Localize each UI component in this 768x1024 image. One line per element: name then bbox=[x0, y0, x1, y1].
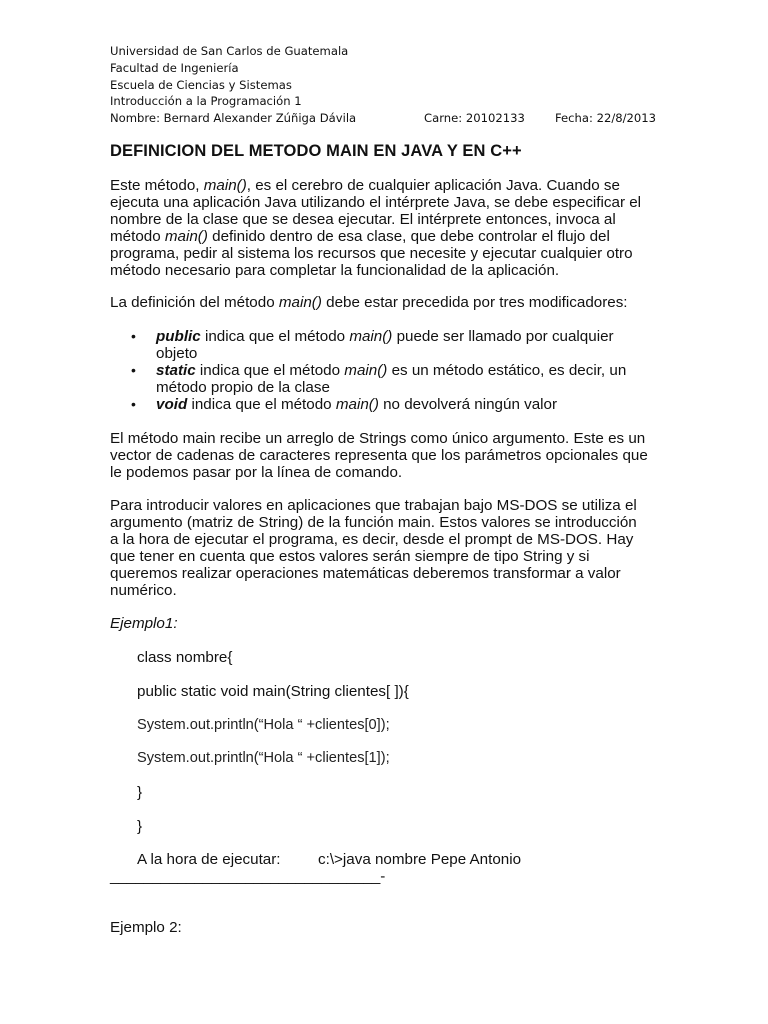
list-item-line bbox=[156, 328, 670, 345]
paragraph-line bbox=[110, 177, 670, 194]
text-run: definido dentro de esa clase, que debe controlar el flujo del bbox=[207, 228, 610, 245]
method-name: main() bbox=[164, 228, 208, 245]
paragraph-line: le podemos pasar por la línea de comando. bbox=[110, 464, 403, 481]
paragraph-line: que tener en cuenta que estos valores serán siempre de tipo String y si bbox=[110, 548, 590, 565]
code-line: } bbox=[137, 818, 143, 835]
paragraph-line: numérico. bbox=[110, 582, 177, 599]
code-line: } bbox=[137, 784, 143, 801]
list-item-line: método propio de la clase bbox=[156, 379, 330, 396]
paragraph-line: método necesario para completar la funcionalidad de la aplicación. bbox=[110, 262, 560, 279]
list-item-line: objeto bbox=[156, 345, 198, 362]
student-carne: Carne: 20102133 bbox=[424, 111, 525, 126]
school-name: Escuela de Ciencias y Sistemas bbox=[110, 77, 292, 92]
faculty-name: Facultad de Ingeniería bbox=[110, 60, 239, 75]
list-item bbox=[110, 362, 670, 396]
text-run: indica que el método bbox=[200, 328, 350, 345]
method-name: main() bbox=[344, 362, 388, 379]
document-date: Fecha: 22/8/2013 bbox=[555, 111, 657, 126]
document-header bbox=[110, 43, 670, 127]
code-line: class nombre{ bbox=[137, 649, 233, 666]
text-run: método bbox=[110, 228, 165, 245]
exec-label: A la hora de ejecutar: bbox=[137, 851, 281, 868]
bullet-icon: • bbox=[131, 396, 136, 412]
university-name: Universidad de San Carlos de Guatemala bbox=[110, 44, 349, 58]
bullet-icon: • bbox=[131, 362, 136, 378]
text-run: puede ser llamado por cualquier bbox=[392, 328, 614, 345]
paragraph-arguments bbox=[110, 430, 670, 481]
paragraph-msdos bbox=[110, 497, 670, 599]
modifier-list bbox=[110, 328, 670, 413]
text-run: debe estar precedida por tres modificadores: bbox=[321, 294, 628, 311]
paragraph-line: programa, pedir al sistema los recursos que necesite y ejecutar cualquier otro bbox=[110, 245, 633, 262]
list-item bbox=[110, 396, 670, 413]
code-line: public static void main(String clientes[ ]){ bbox=[137, 683, 409, 700]
method-name: main() bbox=[349, 328, 393, 345]
keyword: void bbox=[156, 396, 188, 413]
paragraph-modifiers bbox=[110, 294, 670, 311]
text-run: indica que el método bbox=[195, 362, 345, 379]
method-name: main() bbox=[335, 396, 379, 413]
paragraph-line: a la hora de ejecutar el programa, es decir, desde el prompt de MS-DOS. Hay bbox=[110, 531, 634, 548]
text-run: La definición del método bbox=[110, 294, 279, 311]
keyword: public bbox=[156, 328, 201, 345]
keyword: static bbox=[156, 362, 196, 379]
text-run: es un método estático, es decir, un bbox=[387, 362, 627, 379]
paragraph-line bbox=[110, 294, 670, 311]
text-run: , es el cerebro de cualquier aplicación Java. Cuando se bbox=[246, 177, 620, 194]
separator-line: ________________________________- bbox=[110, 868, 386, 885]
student-name: Nombre: Bernard Alexander Zúñiga Dávila bbox=[110, 111, 357, 126]
student-info-row bbox=[110, 110, 670, 127]
example2-label: Ejemplo 2: bbox=[110, 919, 182, 936]
method-name: main() bbox=[203, 177, 247, 194]
paragraph-intro bbox=[110, 177, 670, 279]
text-run: Este método, bbox=[110, 177, 204, 194]
method-name: main() bbox=[278, 294, 322, 311]
text-run: no devolverá ningún valor bbox=[378, 396, 558, 413]
list-item-line bbox=[156, 396, 670, 413]
exec-command: c:\>java nombre Pepe Antonio bbox=[318, 851, 522, 868]
example1-label: Ejemplo1: bbox=[110, 615, 178, 632]
document-title: DEFINICION DEL METODO MAIN EN JAVA Y EN C++ bbox=[110, 142, 522, 160]
list-item-line bbox=[156, 362, 670, 379]
paragraph-line: vector de cadenas de caracteres representa que los parámetros opcionales que bbox=[110, 447, 648, 464]
paragraph-line: Para introducir valores en aplicaciones que trabajan bajo MS-DOS se utiliza el bbox=[110, 497, 637, 514]
paragraph-line: ejecuta una aplicación Java utilizando el intérprete Java, se debe especificar el bbox=[110, 194, 642, 211]
code-line: System.out.println(“Hola “ +clientes[1]); bbox=[137, 750, 390, 766]
list-item bbox=[110, 328, 670, 362]
paragraph-line: nombre de la clase que se desea ejecutar. El intérprete entonces, invoca al bbox=[110, 211, 616, 228]
paragraph-line: argumento (matriz de String) de la función main. Estos valores se introducción bbox=[110, 514, 637, 531]
text-run: indica que el método bbox=[187, 396, 336, 413]
paragraph-line: queremos realizar operaciones matemáticas deberemos transformar a valor bbox=[110, 565, 621, 582]
course-name: Introducción a la Programación 1 bbox=[110, 94, 302, 109]
code-line: System.out.println(“Hola “ +clientes[0]); bbox=[137, 717, 390, 733]
paragraph-line: El método main recibe un arreglo de Strings como único argumento. Este es un bbox=[110, 430, 646, 447]
bullet-icon: • bbox=[131, 328, 136, 344]
paragraph-line bbox=[110, 228, 670, 245]
